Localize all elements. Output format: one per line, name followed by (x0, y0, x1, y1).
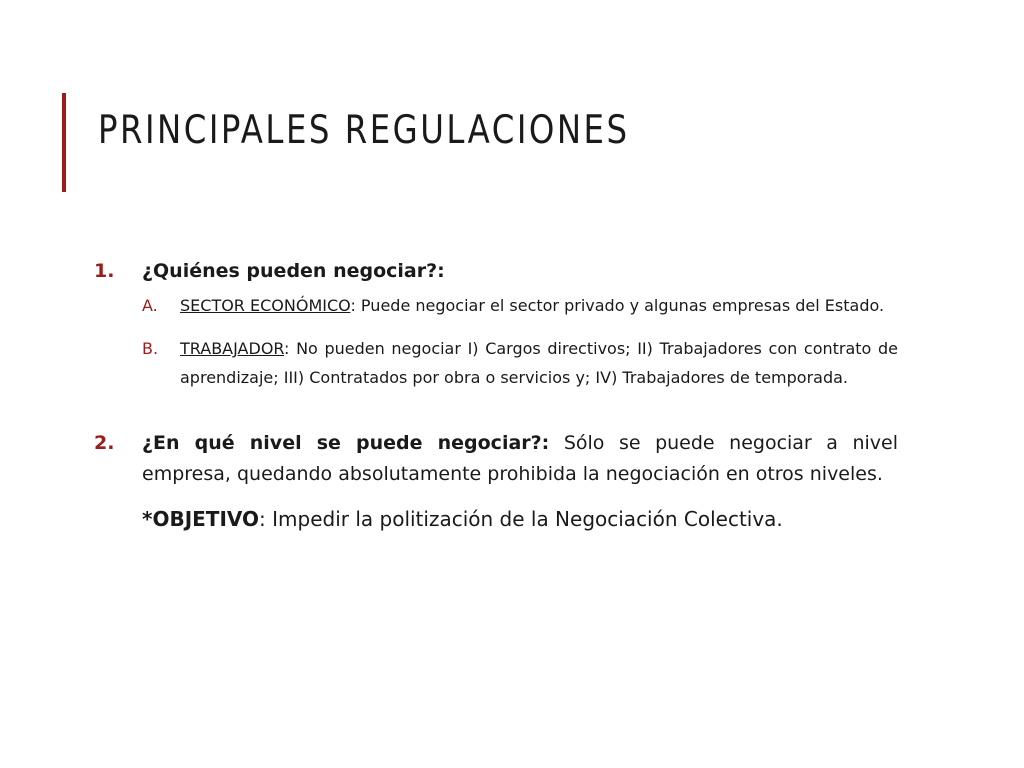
objective-text: : Impedir la politización de la Negociación Colectiva. (259, 507, 783, 531)
sub-item-letter: A. (142, 296, 158, 315)
item-answer: Sólo se puede negociar a nivel empresa, quedando absolutamente prohibida la negociación en otros niveles. (142, 432, 898, 485)
list-item-2 (94, 428, 898, 490)
objective-note (142, 504, 898, 535)
title-accent-bar (62, 93, 66, 192)
slide-content (94, 256, 898, 535)
item-body (142, 256, 898, 392)
item-number: 1. (94, 260, 115, 282)
sub-item-a (142, 291, 898, 320)
sub-item-letter: B. (142, 339, 159, 358)
sub-item-b (142, 334, 898, 392)
sub-item-text: : No pueden negociar I) Cargos directivos; II) Trabajadores con contrato de aprendizaje; III) Contratados por obra o servicios y; IV) Trabajadores de temporada. (180, 339, 898, 387)
sub-item-text: : Puede negociar el sector privado y algunas empresas del Estado. (350, 296, 885, 315)
sub-item-body (180, 291, 898, 320)
sub-item-body (180, 334, 898, 392)
item-question: ¿Quiénes pueden negociar?: (142, 260, 445, 282)
list-item-1 (94, 256, 898, 392)
item-number: 2. (94, 432, 115, 454)
item-question: ¿En qué nivel se puede negociar?: (142, 432, 550, 454)
item-body (142, 428, 898, 490)
slide-title: PRINCIPALES REGULACIONES (98, 108, 630, 153)
objective-label: *OBJETIVO (142, 507, 260, 531)
sub-item-term: SECTOR ECONÓMICO (180, 296, 351, 315)
sub-item-term: TRABAJADOR (180, 339, 285, 358)
